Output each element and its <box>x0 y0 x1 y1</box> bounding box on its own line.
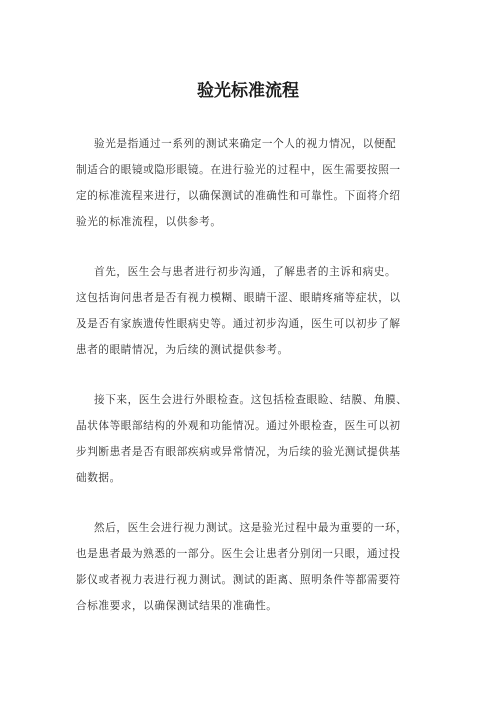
paragraph-line: 定的标准流程来进行，以确保测试的准确性和可靠性。下面将介绍 <box>76 190 401 202</box>
paragraph-line: 接下来，医生会进行外眼检查。这包括检查眼睑、结膜、角膜、 <box>94 394 408 406</box>
paragraph-line: 影仪或者视力表进行视力测试。测试的距离、照明条件等都需要符 <box>76 574 401 586</box>
paragraph-line: 首先，医生会与患者进行初步沟通，了解患者的主诉和病史。 <box>94 266 397 278</box>
paragraph-line: 及是否有家族遗传性眼病史等。通过初步沟通，医生可以初步了解 <box>76 318 401 330</box>
paragraph-line: 验光的标准流程，以供参考。 <box>76 216 222 228</box>
paragraph-line: 患者的眼睛情况，为后续的测试提供参考。 <box>76 344 289 356</box>
document-title: 验光标准流程 <box>197 81 299 101</box>
paragraph-line: 础数据。 <box>76 472 121 484</box>
paragraph-line: 步判断患者是否有眼部疾病或异常情况，为后续的验光测试提供基 <box>76 446 401 458</box>
paragraph-line: 合标准要求，以确保测试结果的准确性。 <box>76 600 278 612</box>
paragraph-line: 也是患者最为熟悉的一部分。医生会让患者分别闭一只眼，通过投 <box>76 548 401 560</box>
paragraph-line: 然后，医生会进行视力测试。这是验光过程中最为重要的一环， <box>94 522 408 534</box>
paragraph-line: 这包括询问患者是否有视力模糊、眼睛干涩、眼睛疼痛等症状，以 <box>76 292 401 304</box>
paragraph-line: 制适合的眼镜或隐形眼镜。在进行验光的过程中，医生需要按照一 <box>76 164 401 176</box>
paragraph-line: 验光是指通过一系列的测试来确定一个人的视力情况，以便配 <box>94 138 397 150</box>
paragraph-line: 晶状体等眼部结构的外观和功能情况。通过外眼检查，医生可以初 <box>76 420 401 432</box>
